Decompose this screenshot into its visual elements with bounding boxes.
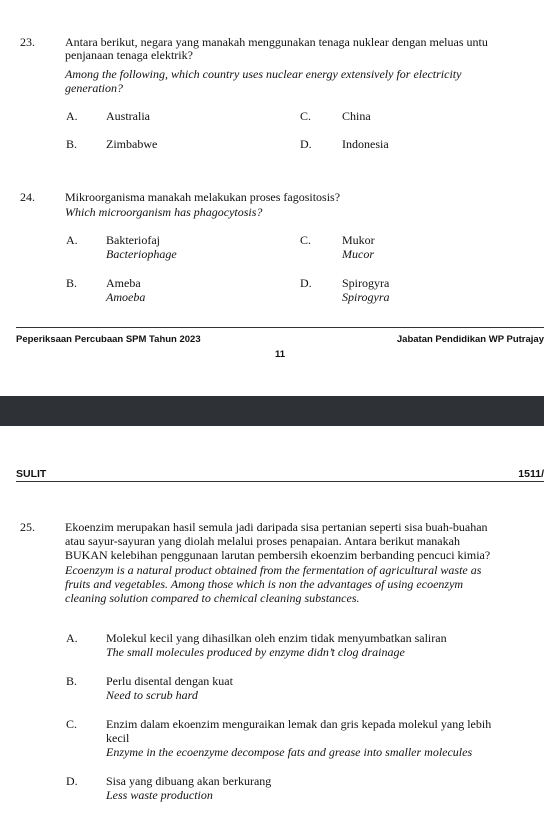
option-letter: D.	[300, 137, 312, 151]
option-text-malay: Sisa yang dibuang akan berkurang	[106, 774, 272, 788]
option-text: China	[342, 109, 371, 123]
option-letter: B.	[66, 137, 78, 151]
question-23-number: 23.	[20, 35, 35, 49]
question-25-text-english-line3: cleaning solution compared to chemical cleaning substances.	[65, 591, 360, 605]
footer-exam-title: Peperiksaan Percubaan SPM Tahun 2023	[16, 334, 201, 345]
question-23-text-english-line1: Among the following, which country uses nuclear energy extensively for electricity	[65, 67, 462, 81]
option-text-english: Spirogyra	[342, 290, 390, 304]
option-text-english: Enzyme in the ecoenzyme decompose fats and grease into smaller molecules	[106, 745, 473, 759]
option-text-english: The small molecules produced by enzyme didn’t clog drainage	[106, 645, 405, 659]
option-text-english: Bacteriophage	[106, 247, 177, 261]
question-25-text-malay-line2: atau sayur-sayuran yang diolah melalui proses penapaian. Antara berikut manakah	[65, 534, 460, 548]
option-letter: C.	[300, 233, 312, 247]
option-text-english: Less waste production	[106, 788, 213, 802]
option-text-english: Need to scrub hard	[106, 688, 198, 702]
option-text: Zimbabwe	[106, 137, 158, 151]
question-25-text-english-line1: Ecoenzym is a natural product obtained from the fermentation of agricultural waste as	[65, 563, 482, 577]
footer-rule	[16, 327, 544, 328]
header-rule	[16, 481, 544, 482]
option-text-english: Mucor	[342, 247, 374, 261]
option-text-malay: Spirogyra	[342, 276, 390, 290]
question-25-number: 25.	[20, 520, 35, 534]
header-paper-code: 1511/	[518, 468, 544, 480]
option-letter: D.	[66, 774, 78, 788]
option-letter: B.	[66, 674, 78, 688]
option-letter: D.	[300, 276, 312, 290]
question-23-text-english-line2: generation?	[65, 81, 123, 95]
footer-department: Jabatan Pendidikan WP Putrajay	[396, 334, 544, 345]
option-text-malay: Bakteriofaj	[106, 233, 160, 247]
question-24-number: 24.	[20, 190, 35, 204]
question-24-text-english: Which microorganism has phagocytosis?	[65, 205, 263, 219]
question-25-text-malay-line1: Ekoenzim merupakan hasil semula jadi daripada sisa pertanian seperti sisa buah-buahan	[65, 520, 488, 534]
question-24-text-malay: Mikroorganisma manakah melakukan proses fagositosis?	[65, 190, 341, 204]
option-text-english: Amoeba	[106, 290, 146, 304]
page-number: 11	[275, 349, 286, 360]
option-text: Indonesia	[342, 137, 389, 151]
question-25-text-english-line2: fruits and vegetables. Among those which is non the advantages of using ecoenzym	[65, 577, 464, 591]
question-23-text-malay-line2: penjanaan tenaga elektrik?	[65, 48, 193, 62]
option-text-malay: Molekul kecil yang dihasilkan oleh enzim tidak menyumbatkan saliran	[106, 631, 447, 645]
option-letter: A.	[66, 631, 78, 645]
option-text: Australia	[106, 109, 150, 123]
question-23-text-malay-line1: Antara berikut, negara yang manakah menggunakan tenaga nuklear dengan meluas untu	[65, 35, 488, 49]
page-break-divider	[0, 396, 544, 426]
question-25-text-malay-line3: BUKAN kelebihan penggunaan larutan pembersih ekoenzim berbanding pencuci kimia?	[65, 548, 491, 562]
option-text-malay: Perlu disental dengan kuat	[106, 674, 233, 688]
header-classification: SULIT	[16, 468, 47, 480]
option-letter: C.	[300, 109, 312, 123]
option-text-malay: Ameba	[106, 276, 141, 290]
option-text-malay: Mukor	[342, 233, 375, 247]
option-letter: A.	[66, 109, 78, 123]
option-letter: B.	[66, 276, 78, 290]
option-letter: A.	[66, 233, 78, 247]
option-text-malay-line2: kecil	[106, 731, 130, 745]
option-letter: C.	[66, 717, 78, 731]
option-text-malay: Enzim dalam ekoenzim menguraikan lemak dan gris kepada molekul yang lebih	[106, 717, 492, 731]
